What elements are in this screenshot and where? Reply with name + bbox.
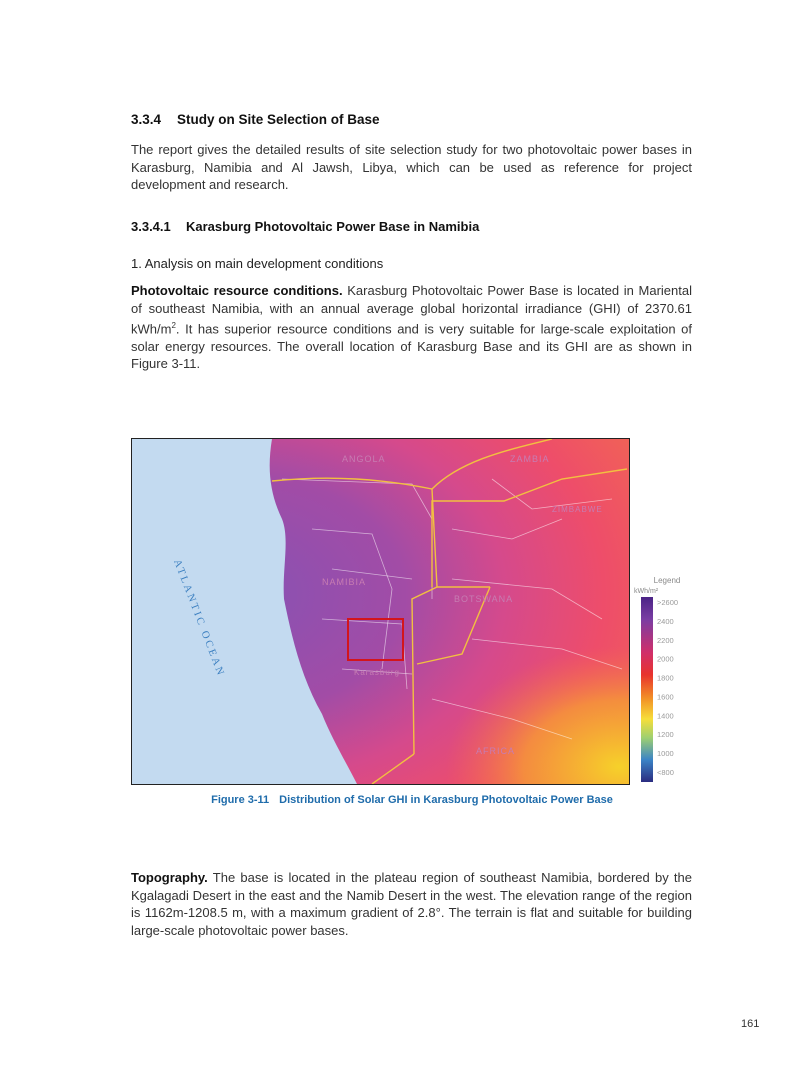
section-heading — [131, 112, 380, 127]
legend-canvas — [630, 574, 693, 784]
legend-title: Legend — [653, 576, 681, 585]
label-south-africa: AFRICA — [476, 746, 516, 756]
legend-ticks — [657, 598, 678, 777]
pv-text-2: . It has superior resource conditions and is very suitable for large-scale exploitation of solar energy resources. The overall location of Karasburg Base and its GHI are as shown in Figure 3-11. — [131, 321, 692, 372]
ghi-map — [131, 438, 630, 785]
legend-unit: kWh/m² — [634, 588, 659, 595]
intro-paragraph: The report gives the detailed results of site selection study for two photovoltaic power bases in Karasburg, Namibia and Al Jawsh, Libya, which can be used as reference for project development and research. — [131, 142, 692, 192]
topo-lead: Topography. — [131, 870, 208, 885]
label-botswana: BOTSWANA — [454, 594, 514, 604]
section-title: Study on Site Selection of Base — [177, 112, 380, 127]
legend-tick-label: 2000 — [657, 654, 674, 664]
analysis-heading: 1. Analysis on main development conditions — [131, 256, 384, 271]
subsection-number: 3.3.4.1 — [131, 219, 171, 234]
label-namibia: NAMIBIA — [322, 577, 367, 587]
legend-tick-label: 2400 — [657, 616, 674, 626]
legend-tick-label: 1000 — [657, 749, 674, 759]
pv-resource-paragraph — [131, 282, 692, 373]
label-angola: ANGOLA — [342, 454, 386, 464]
page-number: 161 — [741, 1018, 760, 1030]
legend-tick-label: 2200 — [657, 635, 674, 645]
map-canvas — [132, 439, 629, 784]
legend-tick-label: 1200 — [657, 730, 674, 740]
legend-tick-label: 1400 — [657, 711, 674, 721]
label-zambia: ZAMBIA — [510, 454, 550, 464]
figure-caption-text: Distribution of Solar GHI in Karasburg Photovoltaic Power Base — [279, 794, 613, 806]
ghi-figure — [131, 438, 693, 785]
label-karasburg: Karasburg — [354, 668, 400, 677]
figure-label: Figure 3-11 — [211, 794, 270, 806]
legend-tick-label: 1600 — [657, 692, 674, 702]
pv-lead: Photovoltaic resource conditions. — [131, 283, 343, 298]
subsection-heading — [131, 219, 479, 234]
topography-paragraph — [131, 869, 692, 939]
map-legend — [630, 574, 693, 784]
subsection-title: Karasburg Photovoltaic Power Base in Namibia — [186, 219, 480, 234]
section-number: 3.3.4 — [131, 112, 162, 127]
legend-tick-label: 1800 — [657, 673, 674, 683]
pv-sup: 2 — [171, 321, 176, 330]
label-zimbabwe: ZIMBABWE — [552, 505, 603, 514]
label-atlantic-ocean: ATLANTIC OCEAN — [171, 558, 227, 679]
topo-text: The base is located in the plateau region of southeast Namibia, bordered by the Kgalagadi Desert in the east and the Namib Desert in the west. The elevation range of the region is 1162m-1208.5 m, with a maximum gradient of 2.8°. The terrain is flat and suitable for building large-scale photovoltaic power bases. — [131, 870, 692, 938]
legend-tick-label: >2600 — [657, 598, 679, 607]
legend-tick-label: <800 — [657, 768, 674, 777]
legend-color-bar — [641, 597, 653, 782]
figure-caption — [131, 794, 693, 806]
pv-text-1: Karasburg Photovoltaic Power Base is located in Mariental of southeast Namibia, with an annual average global horizontal irradiance (GHI) of 2370.61 kWh/m — [131, 283, 692, 337]
